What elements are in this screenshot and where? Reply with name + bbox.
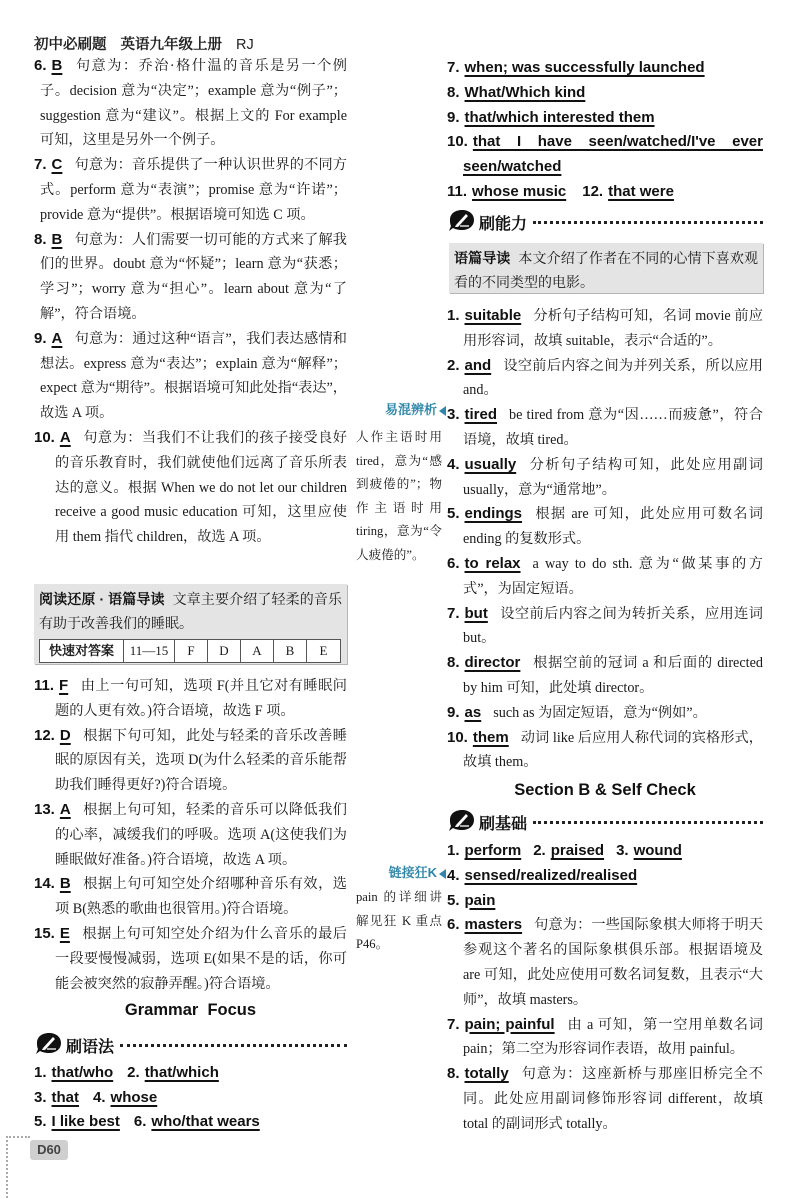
grammar-section-heading xyxy=(34,1032,347,1058)
item-number: 6. xyxy=(34,57,47,74)
item-number: 9. xyxy=(447,108,460,126)
item-number: 12. xyxy=(582,182,604,200)
answer-key: pain xyxy=(464,891,496,909)
item-number: 5. xyxy=(447,891,460,909)
quick-answer-cell: B xyxy=(274,640,307,662)
quick-answer-label: 快速对答案 xyxy=(40,640,124,662)
answer-item xyxy=(447,889,763,914)
item-number: 14. xyxy=(34,875,55,893)
note-tag-label: 易混辨析 xyxy=(384,402,437,417)
note-tag xyxy=(356,863,446,883)
answer-item xyxy=(34,922,347,996)
answer-key: but xyxy=(464,604,488,622)
note-tag-label: 链接狂K xyxy=(388,865,437,880)
section-label: 刷语法 xyxy=(66,1038,115,1056)
item-number: 8. xyxy=(34,230,47,248)
answer-line xyxy=(447,839,763,864)
explanation-text: 分析句子结构可知，此处应用副词 usually，意为“通常地”。 xyxy=(463,456,763,498)
item-number: 3. xyxy=(616,842,629,859)
answer-key: suitable xyxy=(464,307,522,324)
answer-key: as xyxy=(464,703,482,721)
answer-key: D xyxy=(59,726,71,744)
answer-key: whose music xyxy=(472,182,567,200)
answer-key: to relax xyxy=(464,554,521,572)
answer-item xyxy=(447,354,763,404)
answer-key: who/that wears xyxy=(151,1113,260,1131)
answer-key: wound xyxy=(633,842,682,859)
answer-item xyxy=(447,602,763,652)
left-answers-group xyxy=(34,54,347,550)
item-number: 4. xyxy=(447,455,460,473)
answer-item xyxy=(447,726,763,776)
item-number: 7. xyxy=(447,604,460,622)
explanation-text: 由 a 可知，第一空用单数名词 pain；第二空为形容词作表语，故用 painful。 xyxy=(463,1016,763,1058)
quick-answer-cell: D xyxy=(208,640,241,662)
explanation-text: 根据上句可知空处介绍哪种音乐有效，选项 B(熟悉的歌曲也很管用。)符合语境。 xyxy=(55,876,347,918)
answer-item xyxy=(34,798,347,872)
answer-key: A xyxy=(59,800,71,818)
item-number: 2. xyxy=(533,842,546,859)
reading-guide-box xyxy=(449,243,763,293)
triangle-pointer-icon xyxy=(439,406,446,416)
item-number: 9. xyxy=(34,329,47,347)
explanation-text: 句意为：人们需要一切可能的方式来了解我们的世界。doubt 意为“怀疑”；learn 意为“获悉；学习”；worry 意为“担心”。learn about 意为“了解”，符合语境。 xyxy=(40,231,347,322)
reading-guide-title: 语篇导读 xyxy=(454,250,511,266)
section-title: Section B & Self Check xyxy=(514,781,696,799)
dotted-leader xyxy=(120,1044,347,1047)
answer-key: that xyxy=(51,1088,80,1106)
item-number: 5. xyxy=(447,505,460,523)
grammar-answers xyxy=(34,1061,347,1135)
item-number: 11. xyxy=(447,182,468,200)
page-number: D60 xyxy=(30,1140,68,1160)
answer-key: and xyxy=(464,356,492,374)
answer-key: F xyxy=(59,677,69,694)
answer-key: B xyxy=(51,57,63,74)
item-number: 3. xyxy=(34,1088,47,1106)
answer-key: I like best xyxy=(51,1113,120,1131)
answer-key: that/which xyxy=(144,1064,219,1081)
dotted-leader xyxy=(533,821,763,824)
series-name: 初中必刷题 xyxy=(34,37,107,53)
section-title: Grammar Focus xyxy=(124,1001,257,1019)
item-number: 8. xyxy=(447,1065,460,1083)
item-number: 2. xyxy=(127,1064,140,1081)
quick-answer-cell: F xyxy=(175,640,208,662)
item-number: 12. xyxy=(34,726,55,744)
answer-line xyxy=(34,1086,347,1111)
reading-guide-line xyxy=(39,587,342,637)
explanation-text: 句意为：通过这种“语言”，我们表达感情和想法。express 意为“表达”；explain 意为“解释”；expect 意为“期待”。根据语境可知此处指“表达”，故选 A 项。 xyxy=(40,330,347,422)
answer-line xyxy=(34,1110,347,1135)
answer-item xyxy=(447,552,763,602)
quick-answer-cell: A xyxy=(241,640,274,662)
item-number: 1. xyxy=(447,307,460,324)
item-number: 1. xyxy=(447,842,460,859)
answer-key: perform xyxy=(464,842,522,859)
answer-item xyxy=(447,913,763,1012)
answer-key: A xyxy=(51,329,63,347)
answer-item xyxy=(447,56,763,81)
answer-key: them xyxy=(472,728,509,746)
item-number: 7. xyxy=(34,156,47,174)
brush-icon xyxy=(447,208,477,237)
left-answers-group-2 xyxy=(34,674,347,996)
ability-answers-group xyxy=(447,304,763,775)
ability-section-heading xyxy=(447,209,763,235)
answer-key: that I have seen/watched/I've ever seen/watched xyxy=(463,133,763,176)
quick-answer-cell: E xyxy=(319,643,328,658)
note-text: pain 的详细讲解见狂 K 重点 P46。 xyxy=(356,890,442,952)
book-name: 英语九年级上册 xyxy=(120,37,222,53)
explanation-text: 句意为：这座新桥与那座旧桥完全不同。此处应用副词修饰形容词 different，故填 total 的副词形式 totally。 xyxy=(463,1066,763,1132)
answer-item xyxy=(447,106,763,131)
explanation-text: 根据上句可知空处介绍为什么音乐的最后一段要慢慢减弱，选项 E(如果不是的话，你可能会被突然的寂静弄醒。)符合语境。 xyxy=(55,925,347,992)
note-text: 人作主语时用 tired，意为“感到疲倦的”；物作主语时用 tiring，意为“令人疲倦的”。 xyxy=(356,430,442,562)
answer-line xyxy=(34,1061,347,1086)
basic-answers-group xyxy=(447,839,763,1137)
answer-key: masters xyxy=(464,916,523,934)
section-label: 刷能力 xyxy=(479,215,528,233)
explanation-text: such as 为固定短语，意为“例如”。 xyxy=(493,704,707,721)
answer-item xyxy=(447,180,763,205)
basic-section-heading xyxy=(447,809,763,835)
answer-item xyxy=(34,153,347,227)
explanation-text: 设空前后内容之间为并列关系，所以应用 and。 xyxy=(463,357,763,399)
brush-icon xyxy=(447,808,477,837)
item-number: 2. xyxy=(447,356,460,374)
item-number: 1. xyxy=(34,1064,47,1081)
answer-item xyxy=(447,304,763,354)
triangle-pointer-icon xyxy=(439,869,446,879)
answer-key: sensed/realized/realised xyxy=(464,866,638,884)
answer-key: pain; painful xyxy=(464,1015,555,1033)
answer-key: What/Which kind xyxy=(464,83,586,101)
explanation-text: a way to do sth. 意为“做某事的方式”，为固定短语。 xyxy=(463,555,763,597)
explanation-text: 句意为：当我们不让我们的孩子接受良好的音乐教育时，我们就使他们远离了音乐所表达的意义。根据 When we do not let our children receive a good music education 可知，这里应使用 them 指代 children，故选 A 项。 xyxy=(55,429,347,546)
item-number: 6. xyxy=(447,916,460,934)
item-number: 5. xyxy=(34,1113,47,1131)
answer-key: director xyxy=(464,654,521,672)
answer-item xyxy=(34,54,347,153)
answer-key: A xyxy=(59,428,71,446)
dotted-leader xyxy=(533,221,763,224)
answer-key: that/who xyxy=(51,1064,114,1081)
item-number: 11. xyxy=(34,677,55,694)
answer-item xyxy=(447,502,763,552)
answer-key: B xyxy=(51,230,63,248)
answer-item xyxy=(447,81,763,106)
answer-item xyxy=(447,130,763,180)
answer-item xyxy=(34,327,347,426)
item-number: 8. xyxy=(447,83,460,101)
item-number: 4. xyxy=(93,1088,106,1106)
answer-key: endings xyxy=(464,505,523,523)
explanation-text: 根据上句可知，轻柔的音乐可以降低我们的心率，减缓我们的呼吸。选项 A(这使我们为睡眠做好准备。)符合语境，故选 A 项。 xyxy=(55,801,347,868)
answer-key: E xyxy=(59,924,70,942)
item-number: 6. xyxy=(447,554,460,572)
section-label: 刷基础 xyxy=(479,815,528,833)
answer-item xyxy=(447,651,763,701)
explanation-text: 设空前后内容之间为转折关系，应用连词 but。 xyxy=(463,605,763,647)
item-number: 7. xyxy=(447,1015,460,1033)
answer-item xyxy=(34,872,347,922)
explanation-text: 句意为：音乐提供了一种认识世界的不同方式。perform 意为“表演”；promise 意为“许诺”；provide 意为“提供”。根据语境可知选 C 项。 xyxy=(40,157,347,223)
answer-key: when; was successfully launched xyxy=(464,59,705,76)
explanation-text: 句意为：一些国际象棋大师将于明天参观这个著名的国际象棋俱乐部。根据语境及 are 可知，此处应使用可数名词复数，且表示“大师”，故填 masters。 xyxy=(463,917,763,1008)
answer-item xyxy=(34,674,347,724)
item-number: 15. xyxy=(34,924,55,942)
note-tag xyxy=(356,400,446,420)
answer-key: C xyxy=(51,156,63,174)
item-number: 10. xyxy=(447,133,468,151)
item-number: 8. xyxy=(447,654,460,672)
answer-item xyxy=(447,403,763,453)
reading-guide-summary: 文章主要介绍了轻柔的音乐有助于改善我们的睡眠。 xyxy=(39,593,342,632)
explanation-text: 根据 are 可知，此处应用可数名词 ending 的复数形式。 xyxy=(463,506,763,548)
answer-key: tired xyxy=(464,406,498,424)
explanation-text: 分析句子结构可知，名词 movie 前应用形容词，故填 suitable，表示“合适的”。 xyxy=(463,308,763,349)
item-number: 6. xyxy=(133,1113,147,1131)
right-answers-group xyxy=(447,56,763,205)
item-number: 10. xyxy=(34,428,55,446)
explanation-text: 动词 like 后应用人称代词的宾格形式，故填 them。 xyxy=(463,729,763,771)
item-number: 4. xyxy=(447,866,460,884)
brush-icon xyxy=(34,1031,64,1060)
edition-label: RJ xyxy=(236,37,254,53)
quick-answer-table xyxy=(39,639,341,663)
explanation-text: be tired from 意为“因……而疲惫”，符合语境，故填 tired。 xyxy=(463,407,763,448)
answer-item xyxy=(447,864,763,889)
reading-guide-title: 阅读还原 · 语篇导读 xyxy=(39,591,165,607)
explanation-text: 句意为：乔治·格什温的音乐是另一个例子。decision 意为“决定”；example 意为“例子”；suggestion 意为“建议”。根据上文的 For example 可知，这里是另外一个例子。 xyxy=(40,58,347,149)
answer-key: B xyxy=(59,875,71,893)
explanation-text: 根据空前的冠词 a 和后面的 directed by him 可知，此处填 director。 xyxy=(463,655,763,696)
answer-key: totally xyxy=(464,1065,509,1083)
corner-decoration xyxy=(6,1136,30,1198)
explanation-text: 由上一句可知，选项 F(并且它对有睡眠问题的人更有效。)符合语境，故选 F 项。 xyxy=(55,678,347,719)
answer-item xyxy=(34,228,347,327)
answer-item xyxy=(34,426,347,550)
item-number: 10. xyxy=(447,728,468,746)
item-number: 9. xyxy=(447,703,460,721)
answer-item xyxy=(447,1013,763,1063)
item-number: 3. xyxy=(447,406,460,424)
answer-item xyxy=(34,724,347,798)
answer-key: praised xyxy=(550,842,605,859)
answer-item xyxy=(447,1062,763,1136)
answer-item xyxy=(447,453,763,503)
page-header xyxy=(34,34,254,56)
quick-answer-range: 11—15 xyxy=(124,640,175,662)
answer-item xyxy=(447,701,763,726)
item-number: 13. xyxy=(34,800,55,818)
answer-key: that were xyxy=(608,182,674,200)
item-number: 7. xyxy=(447,59,460,76)
reading-guide-box xyxy=(34,584,347,664)
reading-guide-summary: 本文介绍了作者在不同的心情下喜欢观看的不同类型的电影。 xyxy=(454,252,759,291)
answer-key: that/which interested them xyxy=(464,108,655,126)
answer-key: usually xyxy=(464,455,517,473)
explanation-text: 根据下句可知，此处与轻柔的音乐改善睡眠的原因有关，选项 D(为什么轻柔的音乐能帮助我们睡得更好?)符合语境。 xyxy=(55,727,347,794)
answer-key: whose xyxy=(110,1088,158,1106)
